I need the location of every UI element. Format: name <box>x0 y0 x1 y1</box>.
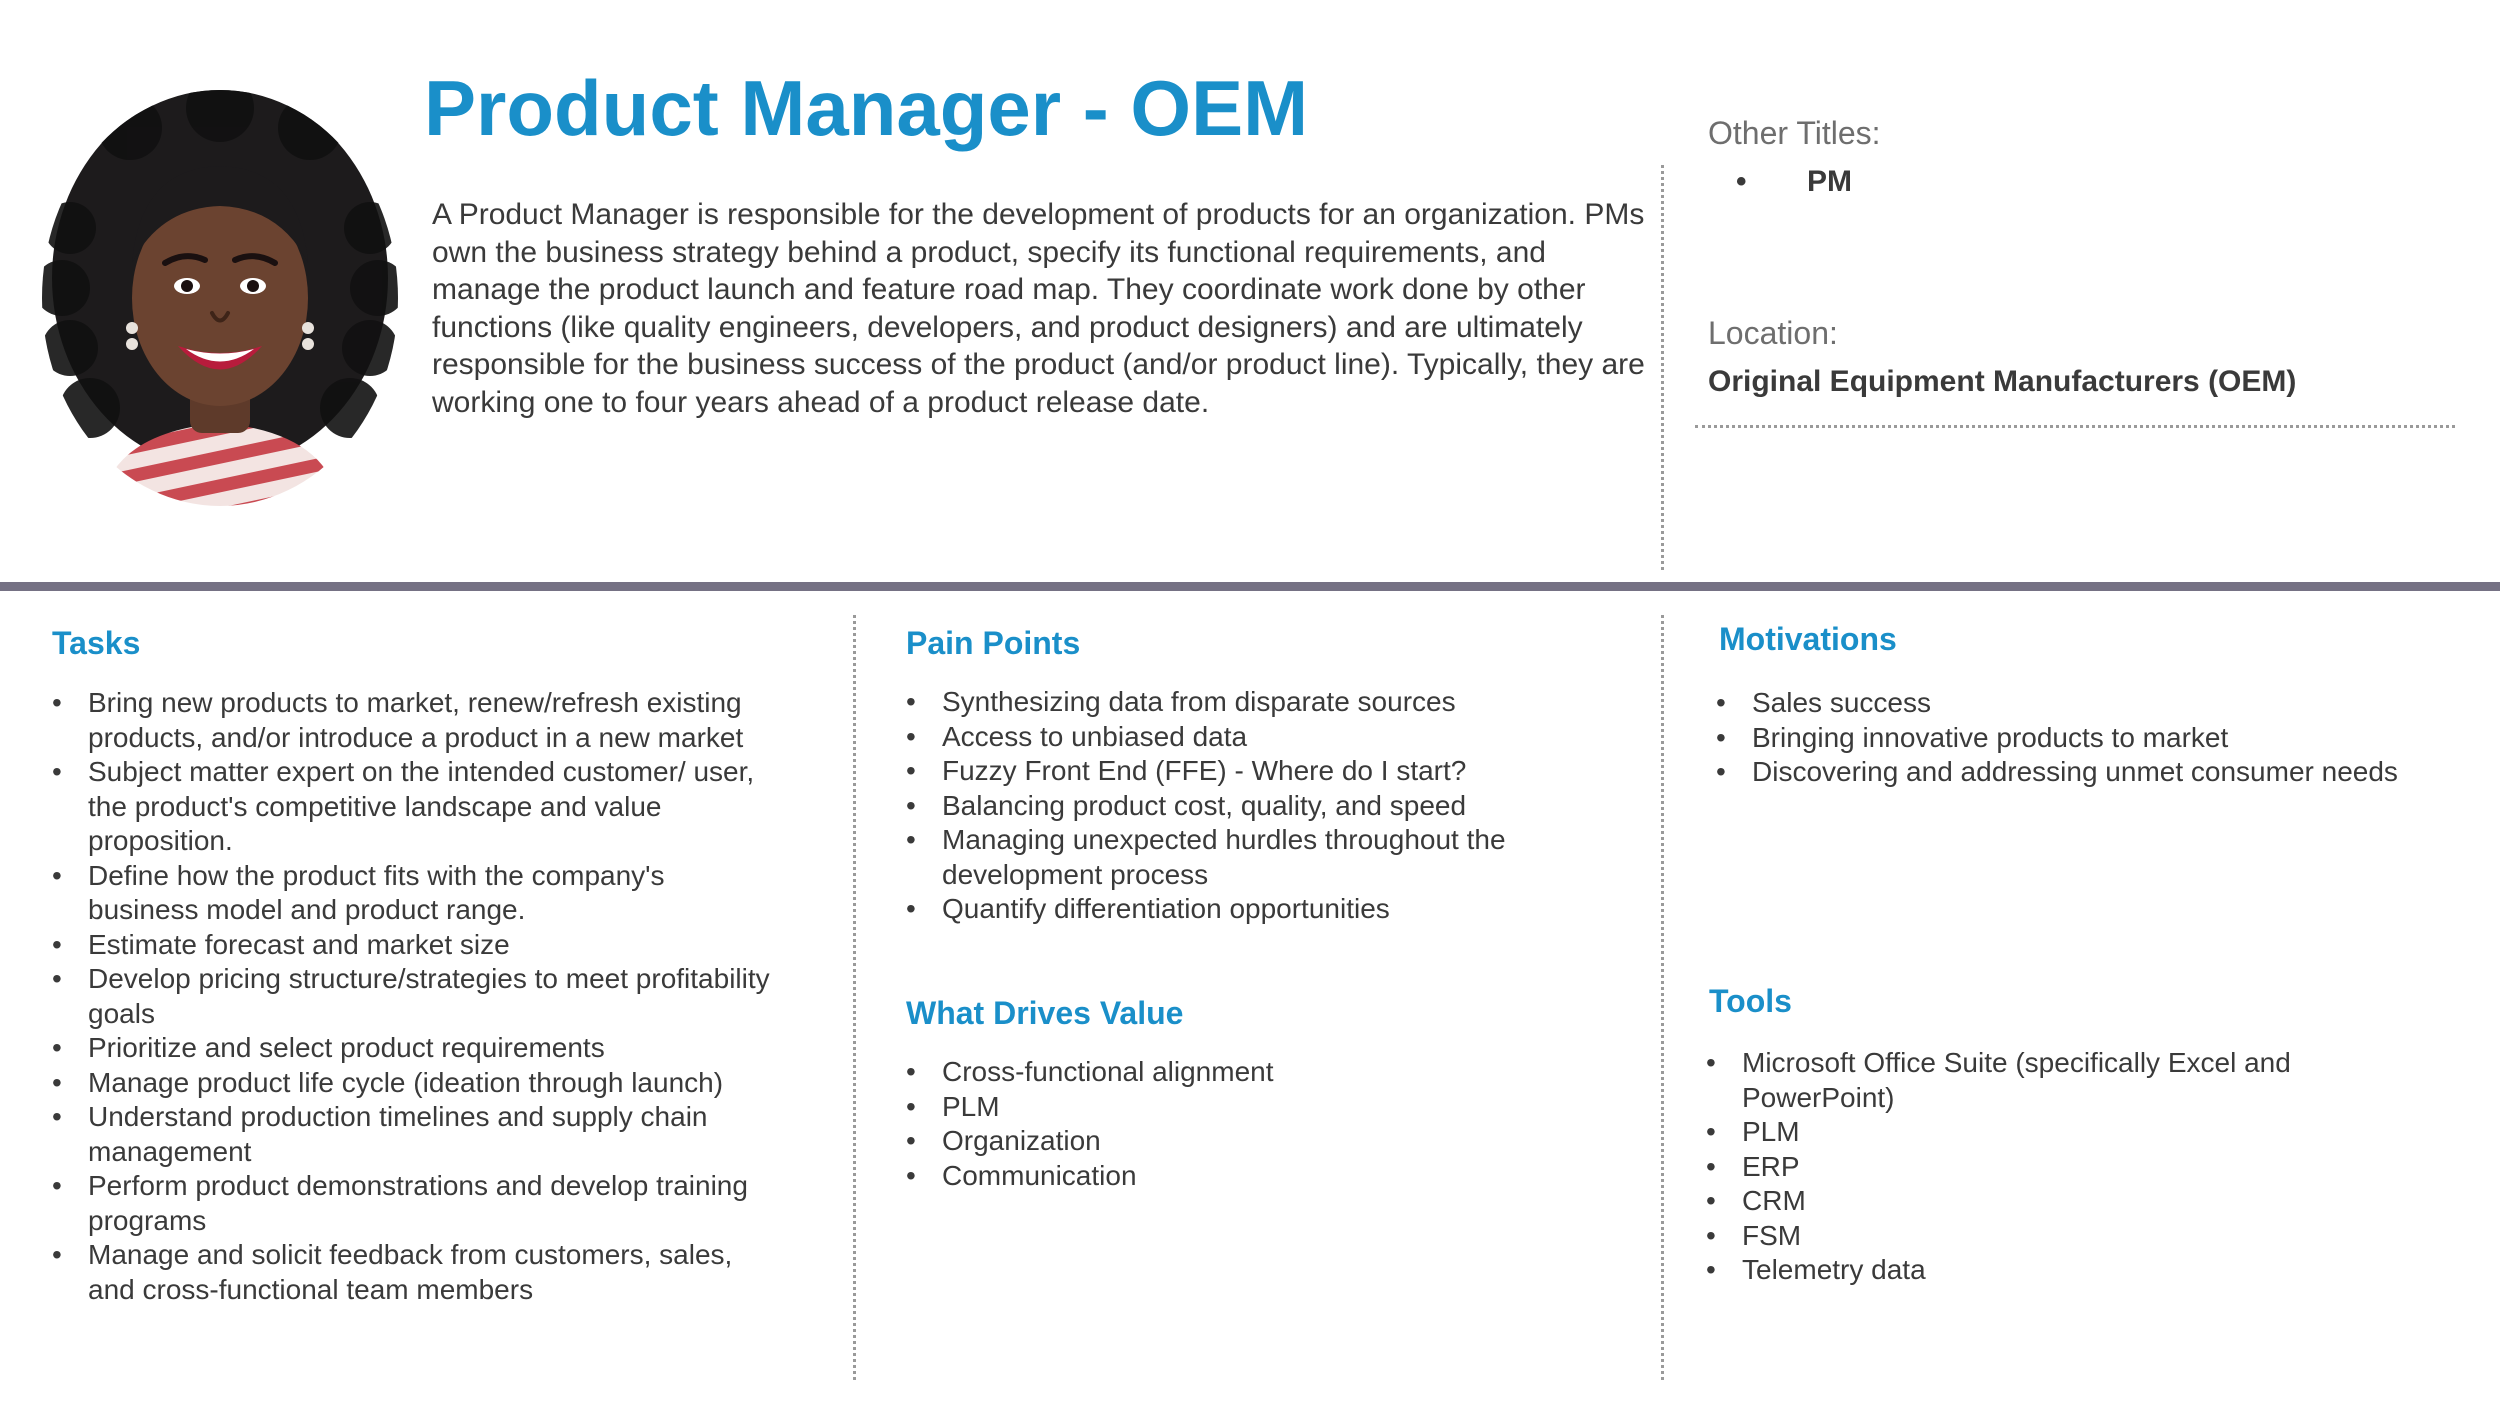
drives-value-heading: What Drives Value <box>906 995 1184 1031</box>
tasks-heading: Tasks <box>52 625 141 661</box>
drives-value-item: • PLM <box>906 1090 1556 1125</box>
drives-value-item: • Cross-functional alignment <box>906 1055 1556 1090</box>
task-item: • Perform product demonstrations and develop training programs <box>52 1169 772 1238</box>
drives-value-item: • Organization <box>906 1124 1556 1159</box>
motivations-heading: Motivations <box>1719 621 1897 657</box>
column-divider-right <box>1661 615 1664 1380</box>
persona-avatar <box>40 88 400 508</box>
drives-value-item: • Communication <box>906 1159 1556 1194</box>
tools-list <box>1706 1046 2346 1288</box>
motivation-item: • Discovering and addressing unmet consumer needs <box>1716 755 2476 790</box>
task-item: • Manage product life cycle (ideation through launch) <box>52 1066 772 1101</box>
section-divider <box>0 582 2500 591</box>
tool-item: • CRM <box>1706 1184 2346 1219</box>
tasks-list <box>52 686 772 1307</box>
location-label: Location: <box>1708 315 1838 351</box>
role-description: A Product Manager is responsible for the development of products for an organization. PMs own the business strategy behind a product, specify its functional requirements, and manage the product launch and feature road map. They coordinate work done by other functions (like quality engineers, developers, and product designers) and are ultimately responsible for the business success of the product (and/or product line). Typically, they are working one to four years ahead of a product release date. <box>432 198 1645 419</box>
location-value: Original Equipment Manufacturers (OEM) <box>1708 365 2297 398</box>
pain-point-item: • Synthesizing data from disparate sources <box>906 685 1556 720</box>
tool-item: • Telemetry data <box>1706 1253 2346 1288</box>
motivations-list <box>1716 686 2476 790</box>
motivation-item: • Sales success <box>1716 686 2476 721</box>
task-item: • Bring new products to market, renew/refresh existing products, and/or introduce a product in a new market <box>52 686 772 755</box>
task-item: • Define how the product fits with the company's business model and product range. <box>52 859 772 928</box>
task-item: • Subject matter expert on the intended customer/ user, the product's competitive landscape and value proposition. <box>52 755 772 859</box>
pain-point-item: • Fuzzy Front End (FFE) - Where do I start? <box>906 754 1556 789</box>
tools-heading: Tools <box>1709 983 1792 1019</box>
pain-point-item: • Balancing product cost, quality, and speed <box>906 789 1556 824</box>
task-item: • Estimate forecast and market size <box>52 928 772 963</box>
task-item: • Develop pricing structure/strategies to meet profitability goals <box>52 962 772 1031</box>
task-item: • Manage and solicit feedback from customers, sales, and cross-functional team members <box>52 1238 772 1307</box>
location-underline <box>1695 425 2455 428</box>
drives-value-list <box>906 1055 1556 1193</box>
pain-point-item: • Managing unexpected hurdles throughout the development process <box>906 823 1556 892</box>
task-item: • Prioritize and select product requirements <box>52 1031 772 1066</box>
pain-point-item: • Access to unbiased data <box>906 720 1556 755</box>
motivation-item: • Bringing innovative products to market <box>1716 721 2476 756</box>
header-vertical-divider <box>1661 165 1664 570</box>
pain-points-list <box>906 685 1556 927</box>
page-title: Product Manager - OEM <box>424 64 1309 152</box>
other-title-item: • PM <box>1736 164 1852 200</box>
tool-item: • ERP <box>1706 1150 2346 1185</box>
pain-point-item: • Quantify differentiation opportunities <box>906 892 1556 927</box>
tool-item: • FSM <box>1706 1219 2346 1254</box>
tool-item: • Microsoft Office Suite (specifically Excel and PowerPoint) <box>1706 1046 2346 1115</box>
pain-points-heading: Pain Points <box>906 625 1081 661</box>
other-titles-list <box>1736 164 1852 200</box>
column-divider-left <box>853 615 856 1380</box>
other-titles-label: Other Titles: <box>1708 115 1881 151</box>
tool-item: • PLM <box>1706 1115 2346 1150</box>
task-item: • Understand production timelines and supply chain management <box>52 1100 772 1169</box>
